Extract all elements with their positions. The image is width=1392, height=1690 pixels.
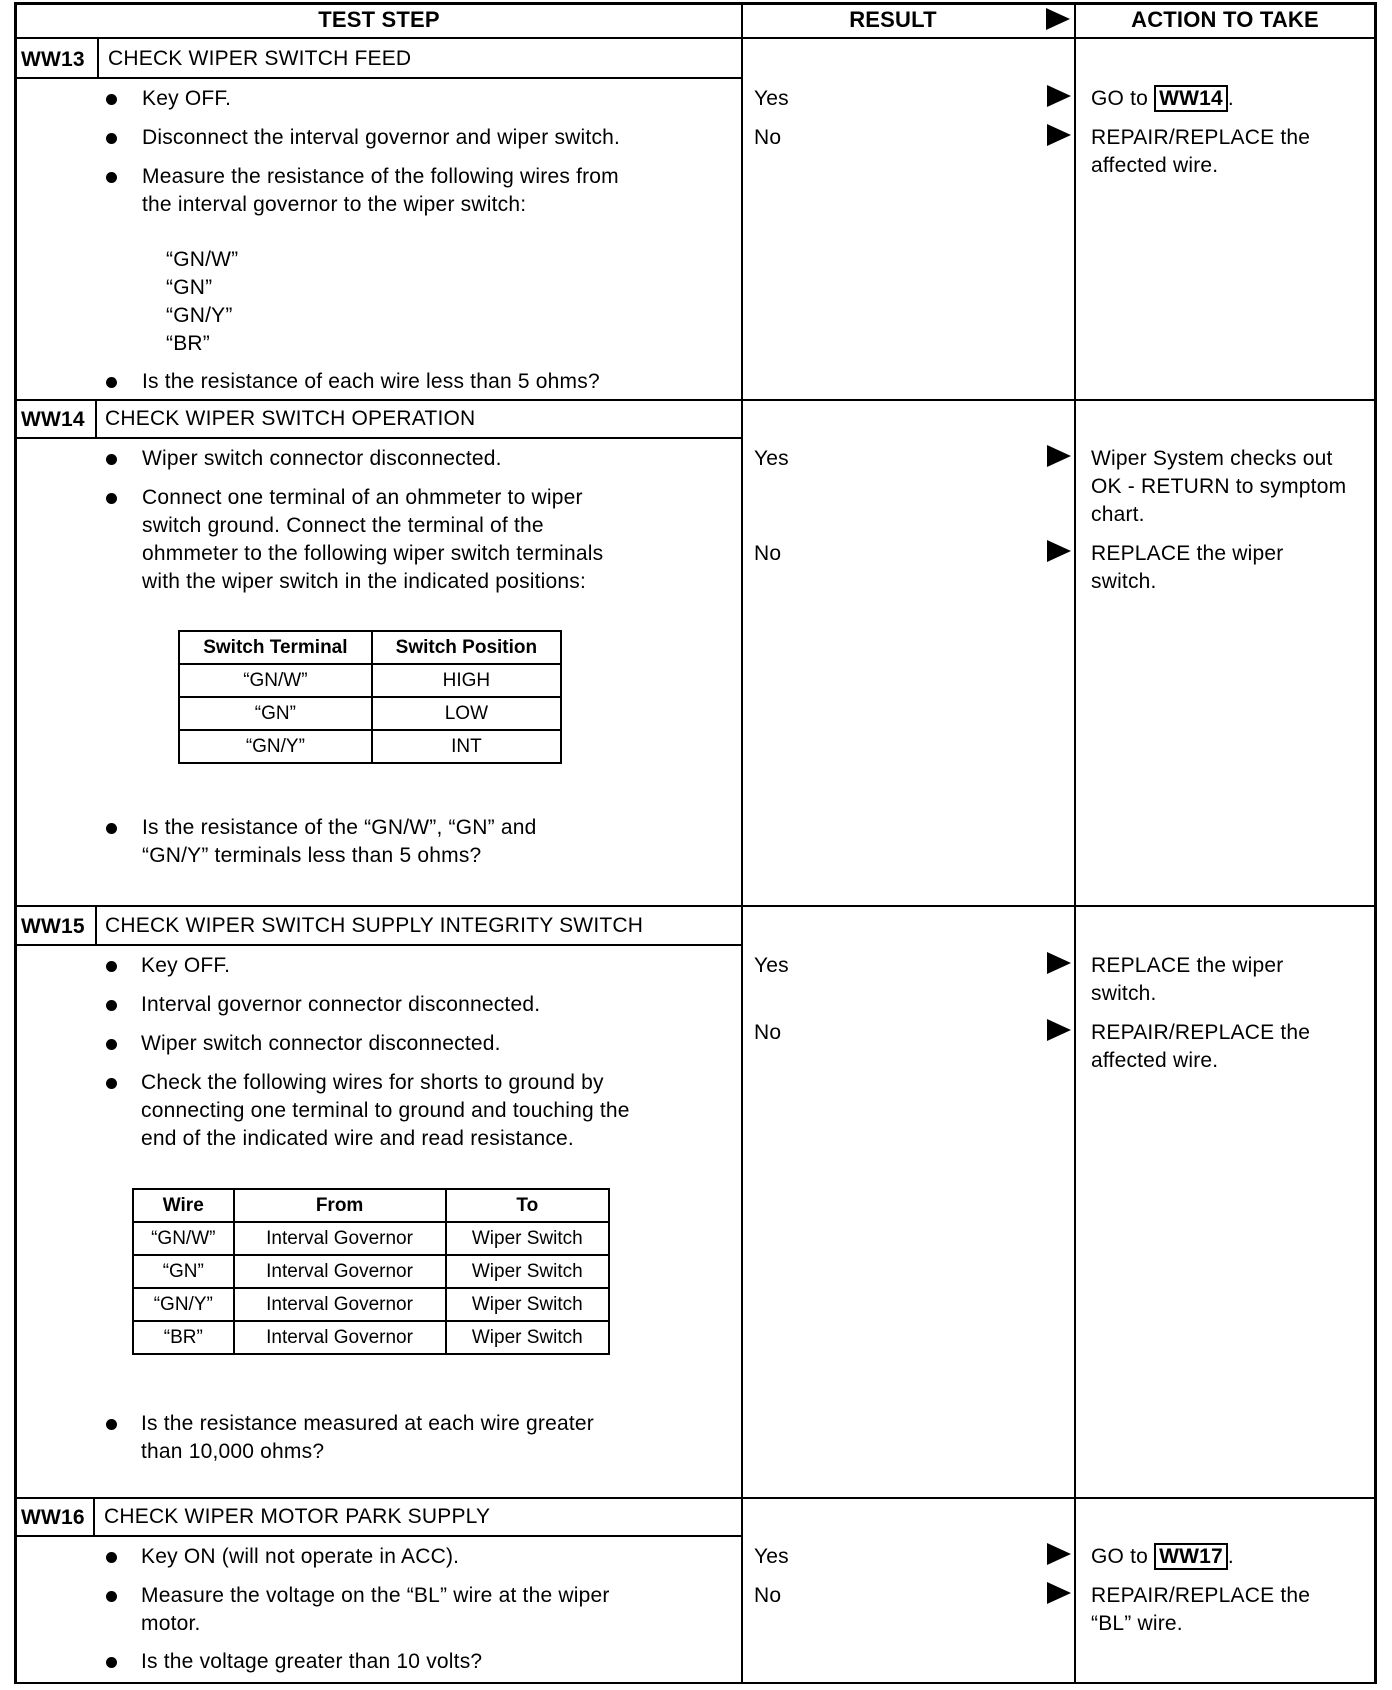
table-row <box>179 730 561 763</box>
ww14-yes-action-line2: OK - RETURN to symptom <box>1091 475 1347 498</box>
table-cell: HIGH <box>372 664 561 697</box>
table-cell: “GN” <box>133 1255 234 1288</box>
ww14-yes-action-line1: Wiper System checks out <box>1091 447 1333 470</box>
ww13-bullet-3: Measure the resistance of the following wires from <box>142 165 619 188</box>
ww16-result-no: No <box>754 1584 782 1607</box>
ww13-result-yes: Yes <box>754 87 789 110</box>
ww17-step-link[interactable]: WW17 <box>1154 1543 1228 1570</box>
ww14-bullet-1: Wiper switch connector disconnected. <box>142 447 502 470</box>
table-cell: Interval Governor <box>234 1255 446 1288</box>
table-cell: Wiper Switch <box>446 1321 609 1354</box>
ww13-code: WW13 <box>21 48 85 71</box>
ww13-yes-action <box>1091 85 1234 113</box>
ww16-no-action-line1: REPAIR/REPLACE the <box>1091 1584 1311 1607</box>
ww16-question: Is the voltage greater than 10 volts? <box>141 1650 483 1673</box>
arrow-right-icon <box>1047 1543 1071 1565</box>
ww13-goto-period: . <box>1227 87 1234 110</box>
ww13-code-divider <box>97 39 99 79</box>
ww15-bullet-3: Wiper switch connector disconnected. <box>141 1032 501 1055</box>
table-header-cell: Wire <box>133 1189 234 1222</box>
bullet-icon <box>106 961 117 972</box>
table-header-row <box>133 1189 609 1222</box>
table-right-border <box>1374 2 1377 1684</box>
ww16-code-divider <box>93 1499 95 1537</box>
bullet-icon <box>106 1000 117 1011</box>
ww14-title: CHECK WIPER SWITCH OPERATION <box>105 407 476 430</box>
table-cell: “BR” <box>133 1321 234 1354</box>
wire-check-table <box>132 1188 610 1355</box>
arrow-right-icon <box>1047 124 1071 146</box>
header-action: ACTION TO TAKE <box>1131 7 1319 32</box>
ww13-result-no: No <box>754 126 782 149</box>
table-cell: “GN/Y” <box>133 1288 234 1321</box>
arrow-right-icon <box>1047 952 1071 974</box>
bullet-icon <box>106 1591 117 1602</box>
ww15-bullet-4: Check the following wires for shorts to ground by <box>141 1071 604 1094</box>
ww14-code-divider <box>95 401 97 439</box>
ww15-title-underline <box>14 944 743 946</box>
ww14-no-action-line1: REPLACE the wiper <box>1091 542 1284 565</box>
table-cell: INT <box>372 730 561 763</box>
bullet-icon <box>106 454 117 465</box>
ww13-no-action-line1: REPAIR/REPLACE the <box>1091 126 1311 149</box>
ww13-bullet-1: Key OFF. <box>142 87 232 110</box>
header-result: RESULT <box>849 7 937 32</box>
ww15-yes-action-line1: REPLACE the wiper <box>1091 954 1284 977</box>
table-cell: Interval Governor <box>234 1288 446 1321</box>
table-left-border <box>14 2 17 1684</box>
table-row <box>133 1321 609 1354</box>
action-column-divider <box>1074 2 1076 1684</box>
ww14-no-action-line2: switch. <box>1091 570 1157 593</box>
bullet-icon <box>106 493 117 504</box>
section-divider-ww16 <box>14 1497 1376 1499</box>
ww15-result-no: No <box>754 1021 782 1044</box>
bullet-icon <box>106 94 117 105</box>
ww15-bullet-2: Interval governor connector disconnected. <box>141 993 541 1016</box>
arrow-right-icon <box>1047 540 1071 562</box>
ww14-yes-action-line3: chart. <box>1091 503 1145 526</box>
bullet-icon <box>106 1419 117 1430</box>
table-cell: Wiper Switch <box>446 1255 609 1288</box>
section-divider-ww15 <box>14 905 1376 907</box>
arrow-right-icon <box>1047 1582 1071 1604</box>
ww14-result-no: No <box>754 542 782 565</box>
ww13-bullet-3-cont: the interval governor to the wiper switch: <box>142 193 527 216</box>
ww14-bullet-2-cont1: switch ground. Connect the terminal of the <box>142 514 544 537</box>
ww16-yes-action <box>1091 1543 1234 1571</box>
ww15-question: Is the resistance measured at each wire greater <box>141 1412 594 1435</box>
table-cell: LOW <box>372 697 561 730</box>
result-column-divider <box>741 2 743 1684</box>
table-row <box>179 697 561 730</box>
arrow-right-icon <box>1047 1019 1071 1041</box>
ww16-bullet-2-cont: motor. <box>141 1612 201 1635</box>
table-cell: Interval Governor <box>234 1222 446 1255</box>
ww15-bullet-1: Key OFF. <box>141 954 231 977</box>
ww15-bullet-4-cont2: end of the indicated wire and read resistance. <box>141 1127 574 1150</box>
ww16-no-action-line2: “BL” wire. <box>1091 1612 1183 1635</box>
bullet-icon <box>106 1552 117 1563</box>
ww14-code: WW14 <box>21 408 85 431</box>
ww14-bullet-2: Connect one terminal of an ohmmeter to wiper <box>142 486 583 509</box>
ww15-title: CHECK WIPER SWITCH SUPPLY INTEGRITY SWITCH <box>105 914 644 937</box>
table-header-cell: Switch Position <box>372 631 561 664</box>
ww14-title-underline <box>14 437 743 439</box>
switch-position-table <box>178 630 562 764</box>
ww15-no-action-line2: affected wire. <box>1091 1049 1219 1072</box>
ww16-goto-text: GO to <box>1091 1545 1149 1568</box>
table-row <box>179 664 561 697</box>
table-cell: “GN” <box>179 697 372 730</box>
ww16-title: CHECK WIPER MOTOR PARK SUPPLY <box>104 1505 491 1528</box>
table-header-row <box>179 631 561 664</box>
ww13-bullet-2: Disconnect the interval governor and wiper switch. <box>142 126 621 149</box>
ww15-question-cont: than 10,000 ohms? <box>141 1440 325 1463</box>
ww16-bullet-2: Measure the voltage on the “BL” wire at the wiper <box>141 1584 610 1607</box>
table-cell: “GN/Y” <box>179 730 372 763</box>
ww13-wire-3: “GN/Y” <box>166 304 233 327</box>
header-arrow-icon <box>1046 8 1070 30</box>
bullet-icon <box>106 377 117 388</box>
ww16-goto-period: . <box>1227 1545 1234 1568</box>
table-cell: Wiper Switch <box>446 1288 609 1321</box>
ww14-bullet-2-cont2: ohmmeter to the following wiper switch terminals <box>142 542 604 565</box>
table-row <box>133 1222 609 1255</box>
section-divider-ww14 <box>14 399 1376 401</box>
arrow-right-icon <box>1047 445 1071 467</box>
table-bottom-border <box>14 1682 1376 1684</box>
table-row <box>133 1255 609 1288</box>
ww13-no-action-line2: affected wire. <box>1091 154 1219 177</box>
ww15-yes-action-line2: switch. <box>1091 982 1157 1005</box>
bullet-icon <box>106 133 117 144</box>
ww14-step-link[interactable]: WW14 <box>1154 85 1228 112</box>
table-top-border <box>14 2 1376 5</box>
bullet-icon <box>106 172 117 183</box>
ww14-bullet-2-cont3: with the wiper switch in the indicated positions: <box>142 570 587 593</box>
bullet-icon <box>106 1078 117 1089</box>
header-bottom-border <box>14 37 1376 39</box>
ww13-goto-text: GO to <box>1091 87 1149 110</box>
table-row <box>133 1288 609 1321</box>
ww13-wire-2: “GN” <box>166 276 213 299</box>
ww16-title-underline <box>14 1535 743 1537</box>
ww15-no-action-line1: REPAIR/REPLACE the <box>1091 1021 1311 1044</box>
ww15-bullet-4-cont1: connecting one terminal to ground and touching the <box>141 1099 630 1122</box>
ww13-title-underline <box>14 77 743 79</box>
table-header-cell: Switch Terminal <box>179 631 372 664</box>
ww14-question-cont: “GN/Y” terminals less than 5 ohms? <box>142 844 482 867</box>
bullet-icon <box>106 1039 117 1050</box>
ww14-result-yes: Yes <box>754 447 789 470</box>
ww13-wire-4: “BR” <box>166 332 210 355</box>
table-cell: Wiper Switch <box>446 1222 609 1255</box>
table-cell: “GN/W” <box>179 664 372 697</box>
ww16-bullet-1: Key ON (will not operate in ACC). <box>141 1545 460 1568</box>
ww15-code: WW15 <box>21 915 85 938</box>
ww14-question: Is the resistance of the “GN/W”, “GN” and <box>142 816 537 839</box>
ww13-title: CHECK WIPER SWITCH FEED <box>108 47 412 70</box>
table-header-cell: To <box>446 1189 609 1222</box>
table-cell: Interval Governor <box>234 1321 446 1354</box>
ww13-question: Is the resistance of each wire less than 5 ohms? <box>142 370 600 393</box>
bullet-icon <box>106 1657 117 1668</box>
ww16-result-yes: Yes <box>754 1545 789 1568</box>
bullet-icon <box>106 823 117 834</box>
arrow-right-icon <box>1047 85 1071 107</box>
table-header-cell: From <box>234 1189 446 1222</box>
ww13-wire-1: “GN/W” <box>166 248 239 271</box>
table-cell: “GN/W” <box>133 1222 234 1255</box>
ww16-code: WW16 <box>21 1506 85 1529</box>
ww15-code-divider <box>95 907 97 946</box>
header-test-step: TEST STEP <box>318 7 440 32</box>
ww15-result-yes: Yes <box>754 954 789 977</box>
